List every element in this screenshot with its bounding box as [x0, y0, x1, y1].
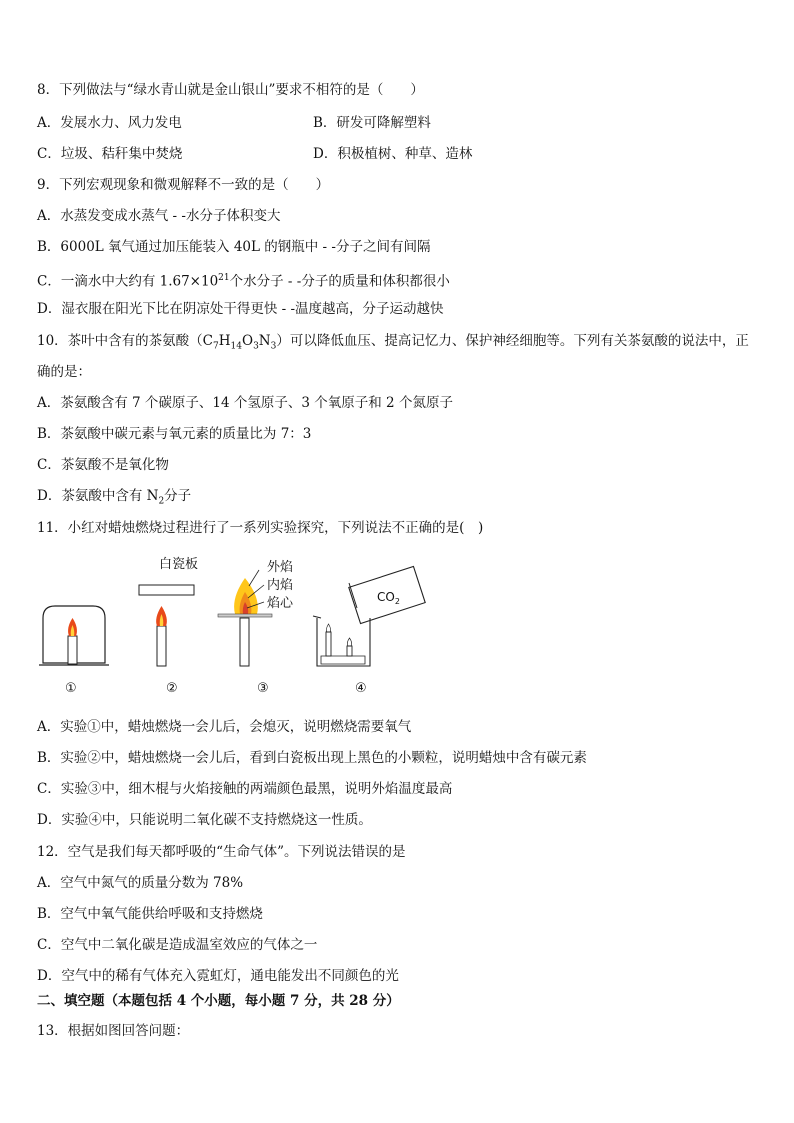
experiment-2-white-plate [139, 556, 198, 666]
label-exp-3: ③ [257, 681, 269, 696]
q9-option-c: C．一滴水中大约有 $1.67\times 10^{21}$个水分子 - -分子的质量和体积都很小 [37, 273, 450, 290]
q8-stem: 8．下列做法与“绿水青山就是金山银山”要求不相符的是（ ） [37, 82, 424, 98]
label-exp-4: ④ [355, 681, 367, 696]
q12-option-c: C．空气中二氧化碳是造成温室效应的气体之一 [37, 937, 318, 953]
experiment-1-bell-jar [39, 606, 109, 665]
q12-option-a: A．空气中氮气的质量分数为 78% [37, 875, 244, 891]
q9-option-d: D．湿衣服在阳光下比在阴凉处干得更快 - -温度越高，分子运动越快 [37, 301, 444, 317]
q9-option-a: A．水蒸发变成水蒸气 - -水分子体积变大 [37, 208, 281, 224]
q10-option-b: B．茶氨酸中碳元素与氧元素的质量比为 7：3 [37, 426, 312, 442]
q11-option-c: C．实验③中，细木棍与火焰接触的两端颜色最黑，说明外焰温度最高 [37, 781, 453, 797]
q13-stem: 13．根据如图回答问题： [37, 1023, 190, 1039]
q11-stem: 11．小红对蜡烛燃烧过程进行了一系列实验探究，下列说法不正确的是( ) [37, 520, 484, 536]
q11-option-b: B．实验②中，蜡烛燃烧一会儿后，看到白瓷板出现上黑色的小颗粒，说明蜡烛中含有碳元素 [37, 750, 587, 766]
q9-option-b: B．6000L 氧气通过加压能装入 40L 的钢瓶中 - -分子之间有间隔 [37, 239, 431, 255]
q12-stem: 12．空气是我们每天都呼吸的“生命气体”。下列说法错误的是 [37, 844, 406, 860]
label-inner-flame: 内焰 [267, 578, 294, 593]
q11-option-d: D．实验④中，只能说明二氧化碳不支持燃烧这一性质。 [37, 812, 372, 828]
section-heading-fill-in: 二、填空题（本题包括 4 个小题，每小题 7 分，共 28 分） [37, 993, 400, 1009]
label-white-plate: 白瓷板 [159, 557, 199, 572]
q8-option-a: A．发展水力、风力发电 [37, 115, 182, 131]
q10-stem: 10．茶叶中含有的茶氨酸$(C_7H_{14}O_3N_3)$可以降低血压、提高记忆力、保护神经细胞等。下列有关茶氨酸的说法中，正 [37, 333, 749, 352]
label-exp-2: ② [166, 681, 178, 696]
candle-experiment-figure [35, 548, 455, 698]
q10-option-a: A．茶氨酸含有 7 个碳原子、14 个氢原子、3 个氧原子和 2 个氮原子 [37, 395, 453, 411]
label-outer-flame: 外焰 [267, 560, 294, 575]
label-flame-core: 焰心 [267, 596, 294, 611]
q10-stem-line2: 确的是： [37, 364, 91, 380]
q9-stem: 9．下列宏观现象和微观解释不一致的是（ ） [37, 177, 330, 193]
experiment-4-co2-beaker [313, 566, 425, 666]
q12-option-d: D．空气中的稀有气体充入霓虹灯，通电能发出不同颜色的光 [37, 968, 399, 984]
q11-option-a: A．实验①中，蜡烛燃烧一会儿后，会熄灭，说明燃烧需要氧气 [37, 719, 412, 735]
experiment-3-flame-layers [218, 559, 294, 666]
q10-option-c: C．茶氨酸不是氧化物 [37, 457, 169, 473]
label-co2: $CO_2$ [377, 590, 400, 606]
q8-option-b: B．研发可降解塑料 [313, 115, 431, 131]
q12-option-b: B．空气中氧气能供给呼吸和支持燃烧 [37, 906, 263, 922]
q8-option-c: C．垃圾、秸秆集中焚烧 [37, 146, 183, 162]
q10-option-d: D．茶氨酸中含有 $N_2$分子 [37, 488, 192, 507]
q8-option-d: D．积极植树、种草、造林 [313, 146, 473, 162]
label-exp-1: ① [65, 681, 77, 696]
